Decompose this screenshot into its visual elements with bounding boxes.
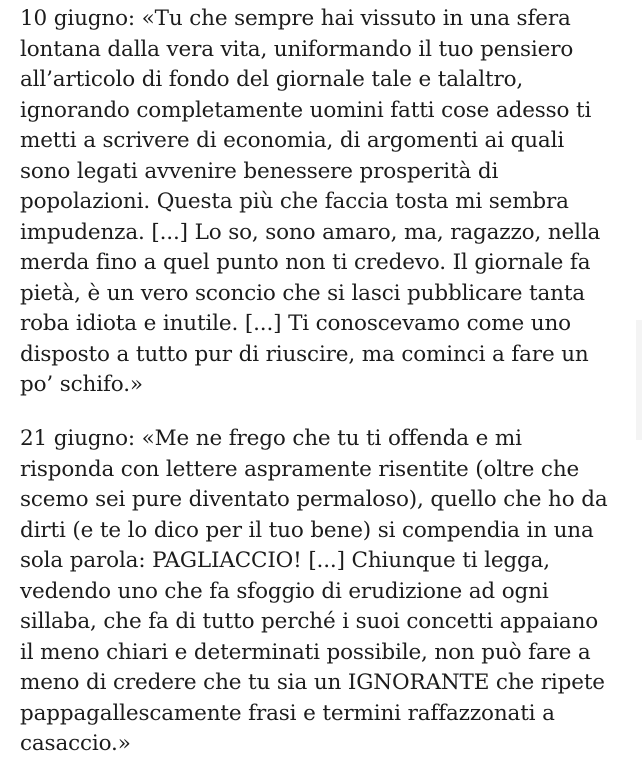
text-line: disposto a tutto pur di riuscire, ma cominci a fare un [20, 341, 589, 367]
scrollbar-thumb[interactable] [636, 320, 642, 440]
text-line: pietà, è un vero sconcio che si lasci pubblicare tanta [20, 280, 585, 306]
text-line: dirti (e te lo dico per il tuo bene) si compendia in una [20, 517, 594, 543]
text-line: il meno chiari e determinati possibile, non può fare a [20, 639, 591, 665]
diary-entry-21-giugno [20, 424, 636, 760]
text-line: impudenza. [...] Lo so, sono amaro, ma, ragazzo, nella [20, 219, 601, 245]
text-line: casaccio.» [20, 731, 131, 756]
text-line: lontana dalla vera vita, uniformando il tuo pensiero [20, 36, 574, 62]
text-line: risponda con lettere aspramente risentite (oltre che [20, 456, 580, 482]
text-line: sono legati avvenire benessere prosperità di [20, 158, 499, 184]
text-line: po’ schifo.» [20, 372, 143, 397]
text-line: popolazioni. Questa più che faccia tosta mi sembra [20, 189, 569, 214]
text-line: ignorando completamente uomini fatti cose adesso ti [20, 97, 592, 123]
text-line: metti a scrivere di economia, di argomenti ai quali [20, 128, 565, 153]
text-line: roba idiota e inutile. [...] Ti conoscevamo come uno [20, 311, 571, 336]
scrollbar-track[interactable] [636, 0, 642, 761]
text-line: sillaba, che fa di tutto perché i suoi concetti appaiano [20, 609, 599, 634]
text-line: merda fino a quel punto non ti credevo. Il giornale fa [20, 250, 591, 275]
text-line: pappagallescamente frasi e termini raffazzonati a [20, 700, 555, 726]
text-line: meno di credere che tu sia un IGNORANTE che ripete [20, 670, 605, 695]
text-line: 21 giugno: «Me ne frego che tu ti offenda e mi [20, 426, 522, 451]
text-line: vedendo uno che fa sfoggio di erudizione ad ogni [20, 578, 549, 604]
text-line: all’articolo di fondo del giornale tale e talaltro, [20, 67, 524, 92]
text-line: scemo sei pure diventato permaloso), quello che ho da [20, 487, 608, 512]
diary-entry-10-giugno [20, 4, 636, 401]
text-line: sola parola: PAGLIACCIO! [...] Chiunque ti legga, [20, 548, 550, 573]
text-line: 10 giugno: «Tu che sempre hai vissuto in una sfera [20, 6, 571, 31]
